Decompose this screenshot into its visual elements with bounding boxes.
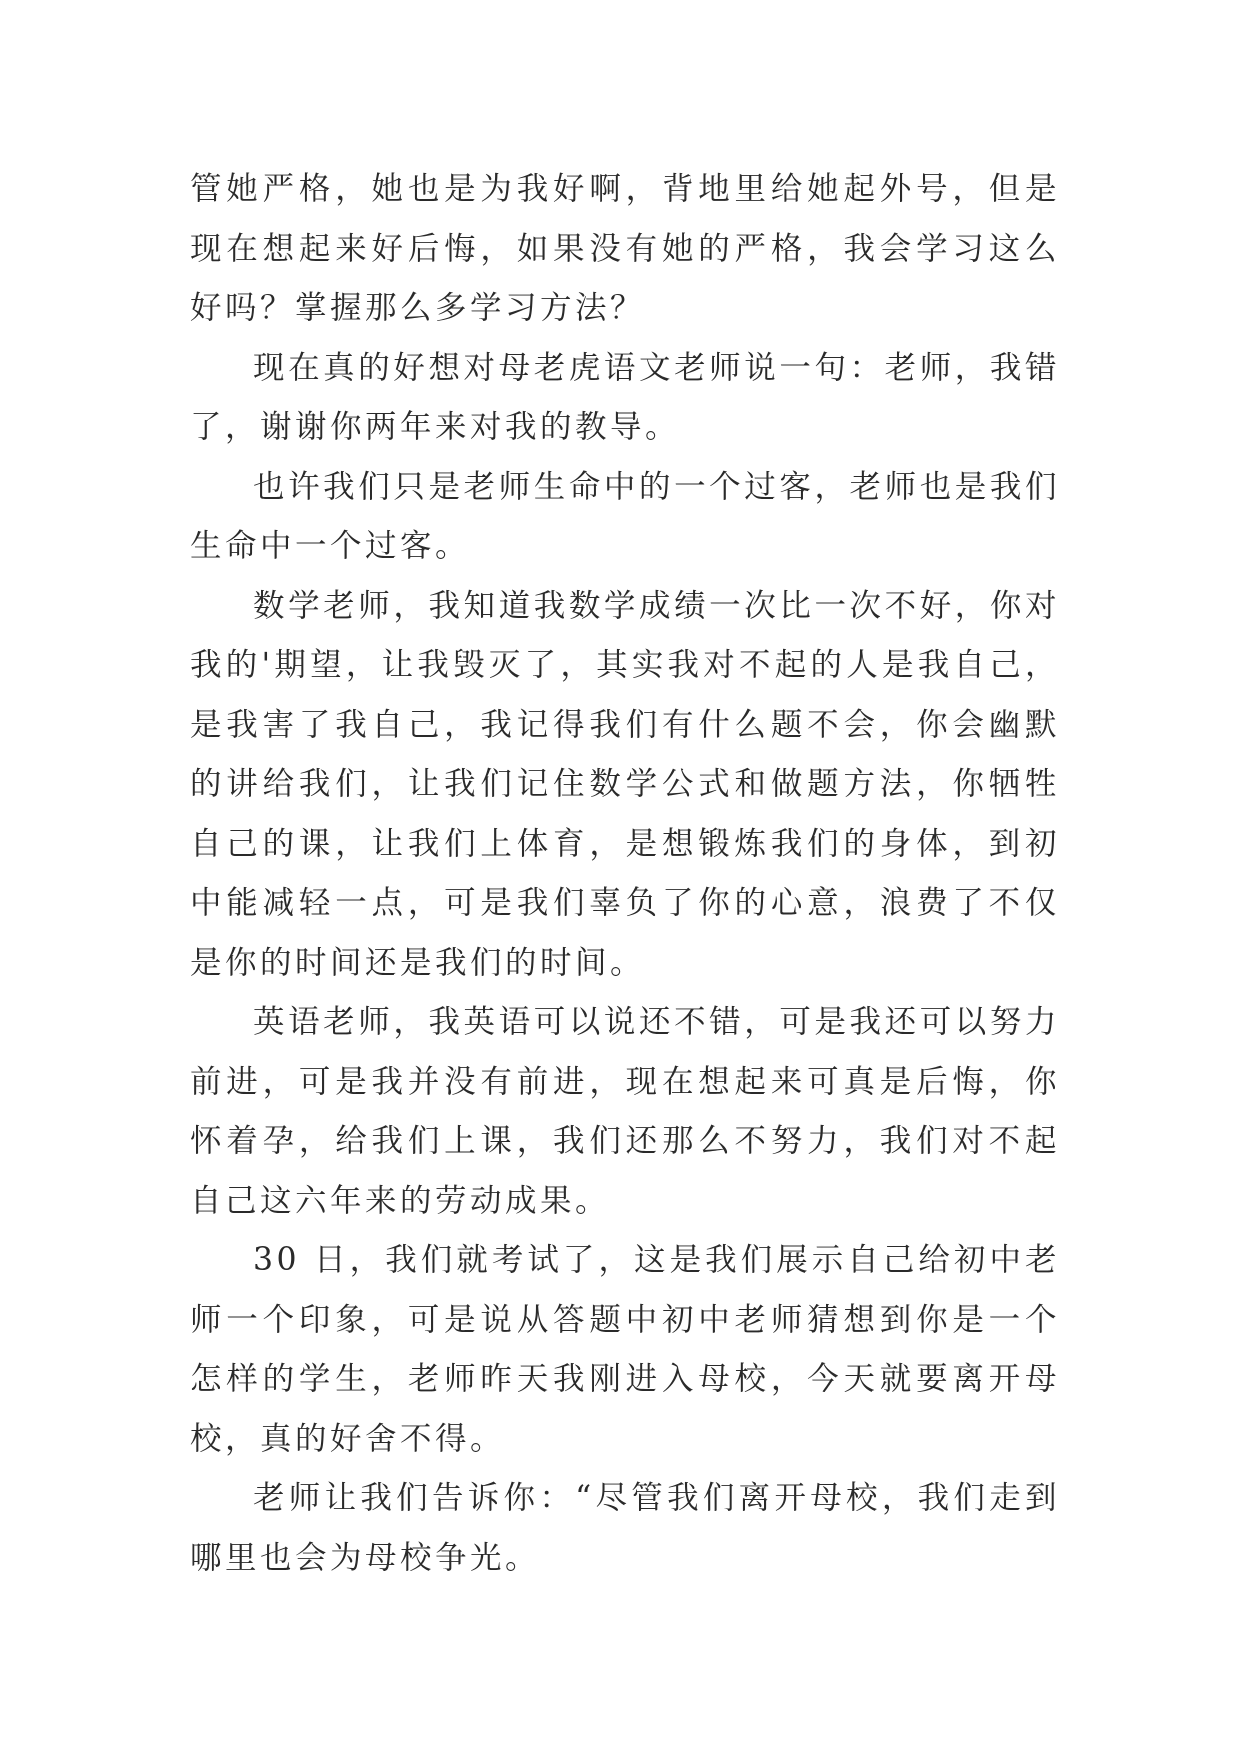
- paragraph-6: 30 日，我们就考试了，这是我们展示自己给初中老师一个印象，可是说从答题中初中老师猜想到你是一个怎样的学生，老师昨天我刚进入母校，今天就要离开母校，真的好舍不得。: [190, 1242, 1060, 1457]
- paragraph-1: 管她严格，她也是为我好啊，背地里给她起外号，但是现在想起来好后悔，如果没有她的严格，我会学习这么好吗？掌握那么多学习方法？: [190, 171, 1060, 326]
- paragraph-2: 现在真的好想对母老虎语文老师说一句：老师，我错了，谢谢你两年来对我的教导。: [190, 349, 1060, 445]
- paragraph-5: 英语老师，我英语可以说还不错，可是我还可以努力前进，可是我并没有前进，现在想起来可真是后悔，你怀着孕，给我们上课，我们还那么不努力，我们对不起自己这六年来的劳动成果。: [190, 1004, 1060, 1219]
- document-body: [190, 160, 1060, 1588]
- paragraph-3: 也许我们只是老师生命中的一个过客，老师也是我们生命中一个过客。: [190, 468, 1060, 564]
- paragraph-7: 老师让我们告诉你：“尽管我们离开母校，我们走到哪里也会为母校争光。: [190, 1480, 1060, 1576]
- paragraph-4: 数学老师，我知道我数学成绩一次比一次不好，你对我的'期望，让我毁灭了，其实我对不起的人是我自己，是我害了我自己，我记得我们有什么题不会，你会幽默的讲给我们，让我们记住数学公式和做题方法，你牺牲自己的课，让我们上体育，是想锻炼我们的身体，到初中能减轻一点，可是我们辜负了你的心意，浪费了不仅是你的时间还是我们的时间。: [190, 587, 1060, 981]
